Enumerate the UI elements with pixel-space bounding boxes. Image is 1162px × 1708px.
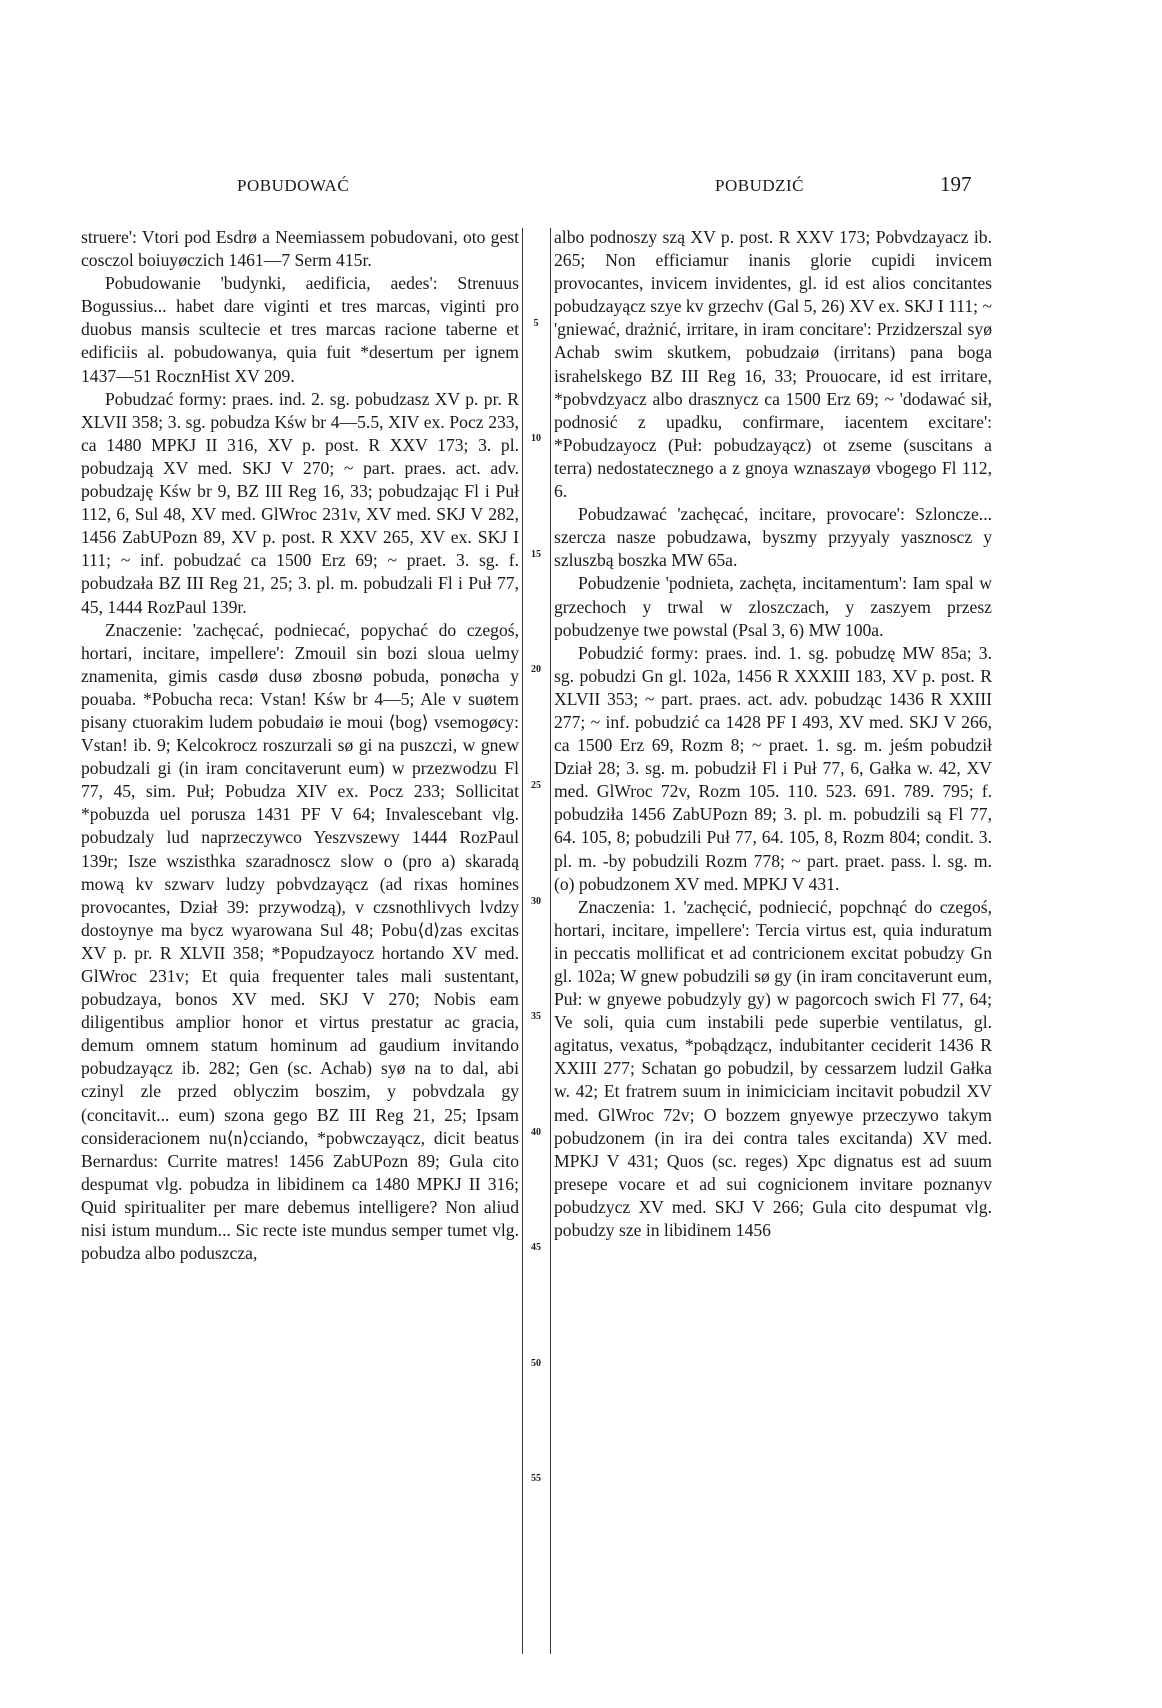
entry-paragraph: Znaczenia: 1. 'zachęcić, podniecić, popchnąć do czegoś, hortari, incitare, impellere': Tercia virtus est, quia induratum in peccatis mollificat et ad contricionem excitat pobudzy Gn gl. 102a; W gnew pobudzili sø gy (in iram concitaverunt eum, Puł: w gnyewe pobudzyly gy) w pagorcoch swich Fl 77, 64; Ve soli, quia cum instabili pede superbie ventilatus, gl. agitatus, vexatus, *pobądząсz, indubitanter ceciderit 1436 R XXIII 277; Schatan go pobudzil, by cessarzem ludzil Gałka w. 42; Et fratrem suum in inimiciciam incitavit pobudzil XV med. GlWroc 72v; O bozzem gnyewye przeczywo takym pobudzonem (in ira dei contra tales excitanda) XV med. MPKJ V 431; Quos (sc. reges) Xpc dignatus est ad suum presepe vocare et ad sui cognicionem invitare poznanyv pobudzycz XV med. SKJ V 266; Gula cito despumat vlg. pobudzy sze in libidinem 1456 (554, 896, 992, 1241)
line-number: 40 (531, 1127, 541, 1138)
entry-paragraph: Pobudzenie 'podnieta, zachęta, incitamentum': Iam spal w grzechoch y trwal w zloszczach, y zaszyem przesz pobudzenye twe powstal (Psal 3, 6) MW 100a. (554, 573, 992, 640)
entry-paragraph: Znaczenie: 'zachęcać, podniecać, popychać do czegoś, hortari, incitare, impellere': Zmouil sin bozi sloua uelmy znamenita, gimis casdø dusø zbosnø pobuda, ponøcha y pouaba. *Pobucha reca: Vstan! Kśw br 4—5; Ale v suøtem pisany ctuorakim ludem pobudaiø ie moui ⟨bog⟩ vsemogøcy: Vstan! ib. 9; Kelcokrocz roszurzali sø gi na puszczi, w gnew pobudzali gi (in iram concitaverunt eum) w przezwodzu Fl 77, 45, sim. Puł; Pobudza XIV ex. Pocz 233; Sollicitat *pobuzda uel porusza 1431 PF V 64; Invalescebant vlg. pobudzaly lud naprzeczywco Yeszvszewy 1444 RozPaul 139r; Isze wszisthka szaradnoscz slow o (pro a) skaradą mową kv szwarv ludzy pobvdzayącz (ad rixas homines provocantes, Dział 39: przywodzą), v czsnothlivych lvdzy dostoynye ma bycz wyarowana Sul 48; Pobu⟨d⟩zas excitas XV p. pr. R XLVII 358; *Popudzayocz hortando XV med. GlWroc 231v; Et quia frequenter tales mali sustentant, pobudzaya, bonos XV med. SKJ V 270; Nobis eam diligentibus amplior honor et virtus prestatur ac gracia, demum omnem statum hominum ad gaudium invitando pobudzayącz ib. 282; Gen (sc. Achab) syø na to dal, abi czinyl zle przed oblyczim boszim, y pobvdzala gy (concitavit... eum) szona gego BZ III Reg 21, 25; Ipsam consideracionem nu⟨n⟩cciando, *pobwczayącz, dicit beatus Bernardus: Currite matres! 1456 ZabUPozn 89; Gula cito despumat vlg. pobudza in libidinem ca 1480 MPKJ II 316; Quid spiritualiter per mare debemus intelligere? Non aliud nisi istum mundum... Sic recte iste mundus semper tumet vlg. pobudza albo poduszcza, (81, 619, 519, 1264)
line-number: 45 (531, 1242, 541, 1253)
line-number: 15 (531, 549, 541, 560)
entry-paragraph: struere': Vtori pod Esdrø a Neemiassem pobudovani, oto gest cosczol boiuyøczich 1461—7 Serm 415r. (81, 227, 519, 271)
entry-paragraph: albo podnoszy szą XV p. post. R XXV 173; Pobvdzayacz ib. 265; Non efficiamur inanis glorie cupidi invicem provocantes, invicem invidentes, gl. id est alios concitantes pobudzayącz szye kv grzechv (Gal 5, 26) XV ex. SKJ I 111; ~ 'gniewać, drażnić, irritare, in iram concitare': Przidzerszal syø Achab swim skutkem, pobudzaiø (irritans) pana boga israhelskego BZ III Reg 16, 33; Prouocare, id est irritare, *pobvdzyacz albo drasznycz ca 1500 Erz 69; ~ 'dodawać sił, podnosić z upadku, confirmare, iacentem excitare': *Pobudzayocz (Puł: pobudzayącz) ot zseme (suscitans a terra) nedostatecznego a z gnoya wznaszayø vbogego Fl 112, 6. (554, 227, 992, 502)
line-number: 30 (531, 896, 541, 907)
line-number-gutter (522, 0, 550, 1708)
line-number: 35 (531, 1011, 541, 1022)
entry-paragraph: Pobudzawać 'zachęcać, incitare, provocare': Szloncze... szercza nasze pobudzawa, byszmy przyyaly yasznoscz y szluszbą boszka MW 65a. (554, 504, 992, 571)
line-number: 10 (531, 433, 541, 444)
entry-paragraph: Pobudzić formy: praes. ind. 1. sg. pobudzę MW 85a; 3. sg. pobudzi Gn gl. 102a, 1456 R XXXIII 183, XV p. post. R XLVII 353; ~ part. praes. act. adv. pobudząc 1436 R XXIII 277; ~ inf. pobudzić ca 1428 PF I 493, XV med. SKJ V 266, ca 1500 Erz 69, Rozm 8; ~ praet. 1. sg. m. jeśm pobudził Dział 28; 3. sg. m. pobudził Fl i Puł 77, 6, Gałka w. 42, XV med. GlWroc 72v, Rozm 105. 110. 523. 691. 789. 795; f. pobudziła 1456 ZabUPozn 89; 3. pl. m. pobudzili są Fl 77, 64. 105, 8; pobudzili Puł 77, 64. 105, 8, Rozm 804; condit. 3. pl. m. -by pobudzili Rozm 778; ~ part. praet. pass. l. sg. m. (o) pobudzonem XV med. MPKJ V 431. (554, 642, 992, 894)
entry-paragraph: Pobudzać formy: praes. ind. 2. sg. pobudzasz XV p. pr. R XLVII 358; 3. sg. pobudza Kśw br 4—5.5, XIV ex. Pocz 233, ca 1480 MPKJ II 316, XV p. post. R XXV 173; 3. pl. pobudzają XV med. SKJ V 270; ~ part. praes. act. adv. pobudzaję Kśw br 9, BZ III Reg 16, 33; pobudzając Fl i Puł 112, 6, Sul 48, XV med. GlWroc 231v, XV med. SKJ V 282, 1456 ZabUPozn 89, XV p. post. R XXV 265, XV ex. SKJ I 111; ~ inf. pobudzać ca 1500 Erz 69; ~ praet. 3. sg. f. pobudzała BZ III Reg 21, 25; 3. pl. m. pobudzali Fl i Puł 77, 45, 1444 RozPaul 139r. (81, 388, 519, 617)
right-running-head: POBUDZIĆ (715, 176, 805, 195)
right-column (554, 226, 992, 1242)
entry-paragraph: Pobudowanie 'budynki, aedificia, aedes': Strenuus Bogussius... habet dare viginti et tres marcas, viginti pro duobus mansis scultecie et tres marcas racione taberne et edificiis al. pobudowanya, quia fuit *desertum per ignem 1437—51 RocznHist XV 209. (81, 273, 519, 386)
line-number: 50 (531, 1358, 541, 1369)
line-number: 55 (531, 1473, 541, 1484)
column-rule-right (550, 228, 551, 1654)
page-number: 197 (940, 172, 972, 196)
line-number: 25 (531, 780, 541, 791)
left-running-head: POBUDOWAĆ (237, 176, 350, 195)
left-column (81, 226, 519, 1265)
line-number: 5 (533, 318, 539, 329)
line-number: 20 (531, 664, 541, 675)
